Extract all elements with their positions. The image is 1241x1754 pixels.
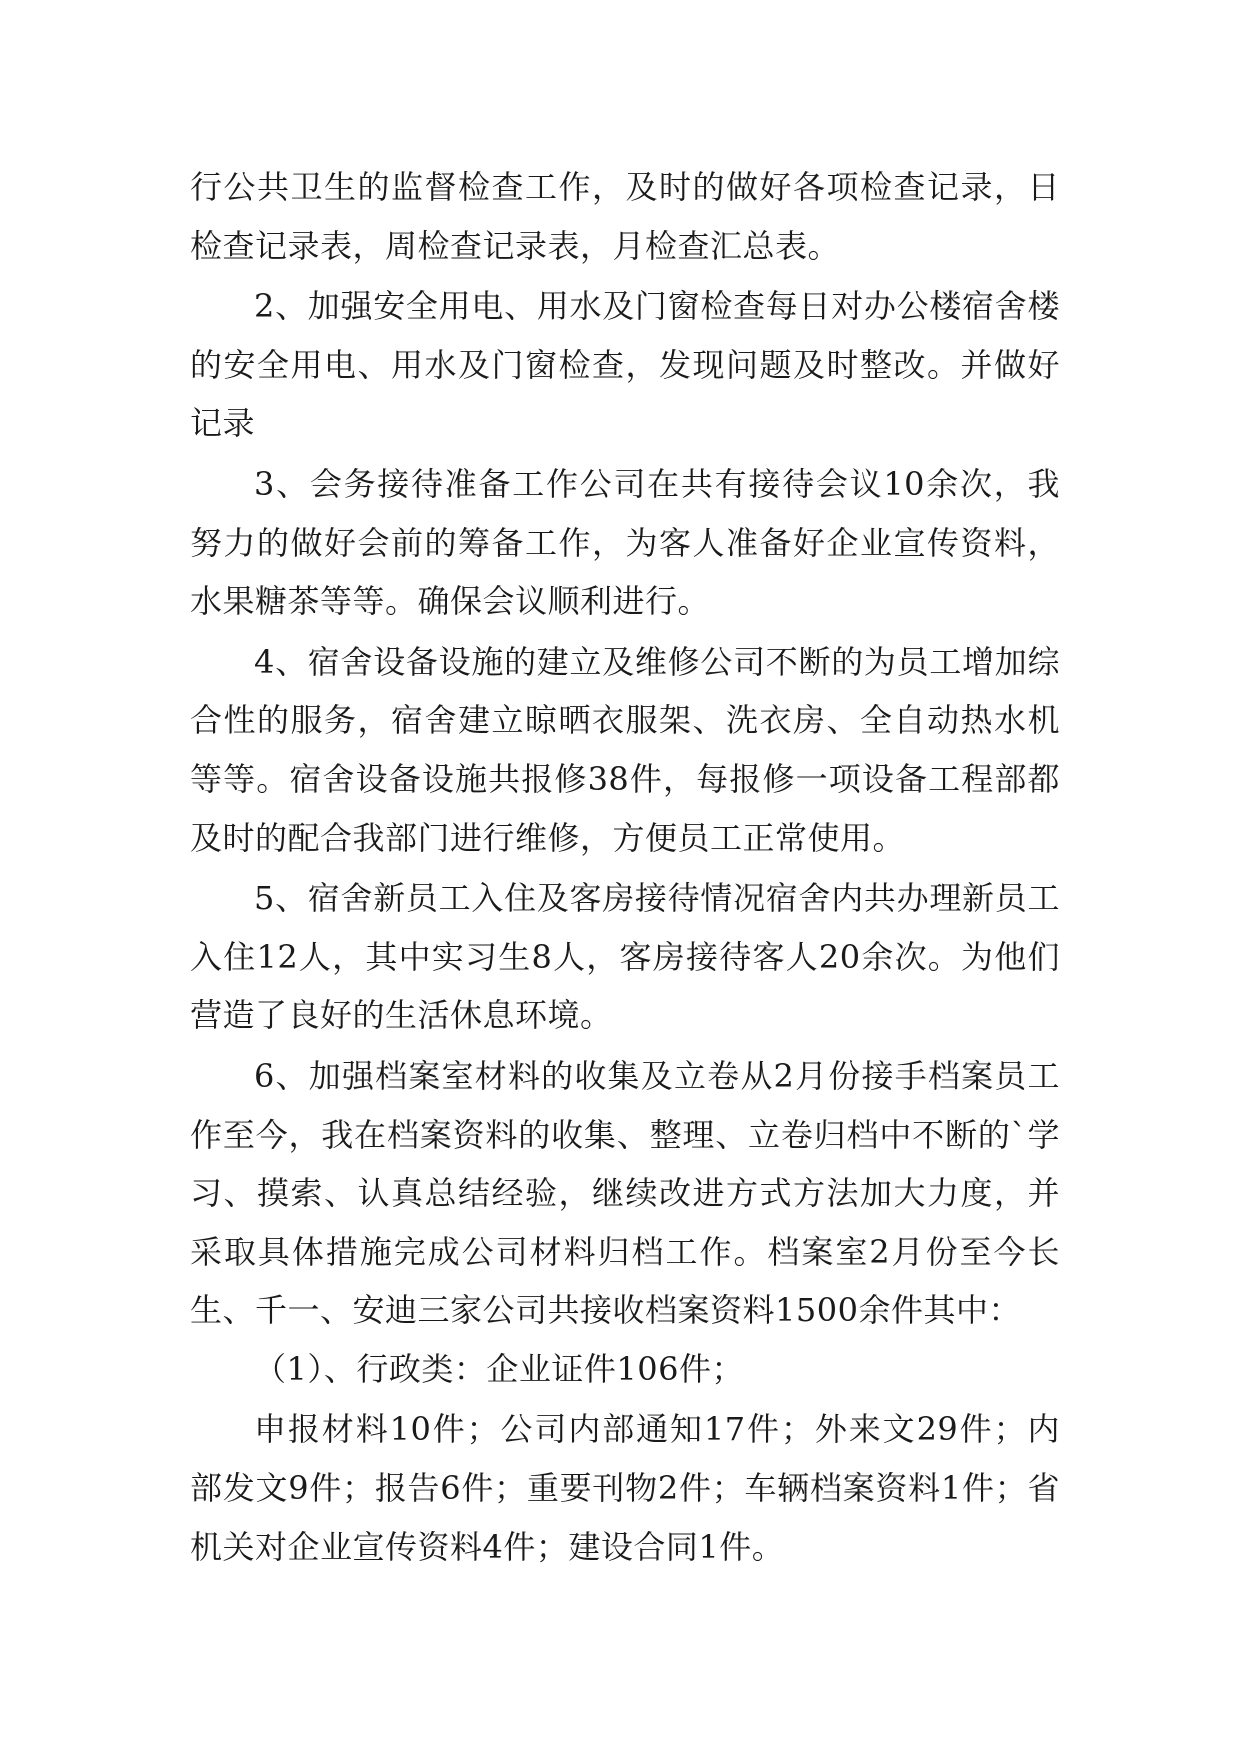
paragraph-subitem-1: （1）、行政类：企业证件106件； xyxy=(254,1349,744,1388)
paragraph-item-4: 4、宿舍设备设施的建立及维修公司不断的为员工增加综合性的服务，宿舍建立晾晒衣服架、洗衣房、全自动热水机等等。宿舍设备设施共报修38件，每报修一项设备工程部都及时的配合我部门进行维修，方便员工正常使用。 xyxy=(190,642,1060,857)
paragraph-item-5: 5、宿舍新员工入住及客房接待情况宿舍内共办理新员工入住12人，其中实习生8人，客房接待客人20余次。为他们营造了良好的生活休息环境。 xyxy=(190,879,1060,1035)
paragraph-continuation: 行公共卫生的监督检查工作，及时的做好各项检查记录，日检查记录表，周检查记录表，月检查汇总表。 xyxy=(190,168,1060,265)
paragraph-item-2: 2、加强安全用电、用水及门窗检查每日对办公楼宿舍楼的安全用电、用水及门窗检查，发现问题及时整改。并做好记录 xyxy=(190,287,1060,443)
paragraph-item-3: 3、会务接待准备工作公司在共有接待会议10余次，我努力的做好会前的筹备工作，为客人准备好企业宣传资料，水果糖茶等等。确保会议顺利进行。 xyxy=(190,464,1060,621)
paragraph-subitem-details: 申报材料10件；公司内部通知17件；外来文29件；内部发文9件；报告6件；重要刊物2件；车辆档案资料1件；省机关对企业宣传资料4件；建设合同1件。 xyxy=(190,1410,1060,1566)
paragraph-item-6: 6、加强档案室材料的收集及立卷从2月份接手档案员工作至今，我在档案资料的收集、整理、立卷归档中不断的`学习、摸索、认真总结经验，继续改进方式方法加大力度，并采取具体措施完成公司材料归档工作。档案室2月份至今长生、千一、安迪三家公司共接收档案资料1500余件其中： xyxy=(190,1056,1060,1330)
document-body xyxy=(190,158,1060,1576)
